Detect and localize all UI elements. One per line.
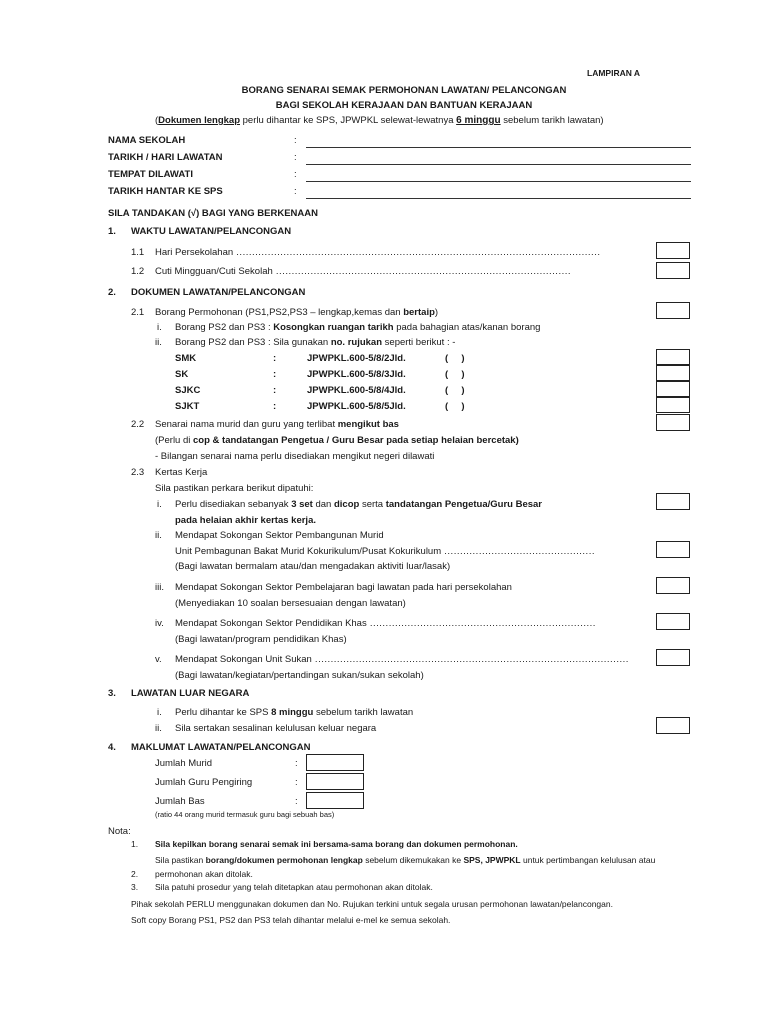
checkbox-borang-permohonan[interactable] xyxy=(656,302,690,319)
section4-title: MAKLUMAT LAWATAN/PELANCONGAN xyxy=(131,742,311,753)
section1-title: WAKTU LAWATAN/PELANCONGAN xyxy=(131,226,292,237)
checkbox-pendidikan-khas[interactable] xyxy=(656,613,690,630)
checkbox-ref-sk[interactable] xyxy=(656,365,690,381)
item-no-rujukan: Borang PS2 dan PS3 : Sila gunakan no. rujukan seperti berikut : - xyxy=(175,337,456,348)
checkbox-hari-persekolahan[interactable] xyxy=(656,242,690,259)
ref-number: JPWPKL.600-5/8/2Jld. xyxy=(307,353,406,364)
field-colon: : xyxy=(294,169,297,180)
item-number: 2.3 xyxy=(131,467,145,478)
item-senarai-nama: Senarai nama murid dan guru yang terlibat mengikut bas xyxy=(155,419,399,430)
nota-number: 2. xyxy=(131,869,139,879)
lampiran-label: LAMPIRAN A xyxy=(587,68,641,78)
field-label-tarikh-hari: TARIKH / HARI LAWATAN xyxy=(108,152,223,163)
item-senarai-nama-note: (Perlu di cop & tandatangan Pengetua / Guru Besar pada setiap helaian bercetak) xyxy=(155,435,519,446)
instruction: SILA TANDAKAN (√) BAGI YANG BERKENAAN xyxy=(108,208,318,219)
nota-2: permohonan akan ditolak. xyxy=(155,869,253,879)
item-number: 2.1 xyxy=(131,307,145,318)
ref-number: JPWPKL.600-5/8/5Jld. xyxy=(307,401,406,412)
item-3-set-line2: pada helaian akhir kertas kerja. xyxy=(175,515,316,526)
item-number: i. xyxy=(157,707,162,718)
item-3-set: Perlu disediakan sebanyak 3 set dan dicop serta tandatangan Pengetua/Guru Besar xyxy=(175,499,542,510)
item-number: 1.1 xyxy=(131,247,145,258)
checkbox-unit-sukan[interactable] xyxy=(656,649,690,666)
nota-title: Nota: xyxy=(108,826,131,837)
label-jumlah-murid: Jumlah Murid xyxy=(155,758,213,769)
field-line-tarikh-hantar[interactable] xyxy=(306,198,691,199)
input-jumlah-guru[interactable] xyxy=(306,773,364,790)
item-number: i. xyxy=(157,322,162,333)
colon: : xyxy=(295,777,298,788)
checkbox-ref-smk[interactable] xyxy=(656,349,690,365)
ref-type: SJKC xyxy=(175,385,201,396)
item-number: ii. xyxy=(155,530,162,541)
ref-colon: : xyxy=(273,385,277,396)
checkbox-cuti[interactable] xyxy=(656,262,690,279)
nota-1b: Sila pastikan borang/dokumen permohonan lengkap sebelum dikemukakan ke SPS, JPWPKL untuk pertimbangan kelulusan atau xyxy=(155,855,656,865)
ref-number: JPWPKL.600-5/8/3Jld. xyxy=(307,369,406,380)
ref-colon: : xyxy=(273,353,277,364)
label-jumlah-bas: Jumlah Bas xyxy=(155,796,205,807)
nota-number: 1. xyxy=(131,839,139,849)
item-number: 2.2 xyxy=(131,419,145,430)
section2-number: 2. xyxy=(108,287,116,298)
ref-paren: ( ) xyxy=(445,353,465,364)
item-pendidikan-khas-l2: (Bagi lawatan/program pendidikan Khas) xyxy=(175,634,347,645)
field-colon: : xyxy=(294,152,297,163)
field-colon: : xyxy=(294,186,297,197)
item-pembangunan-murid-l3: (Bagi lawatan bermalam atau/dan mengadakan aktiviti luar/lasak) xyxy=(175,561,451,572)
colon: : xyxy=(295,758,298,769)
item-number: i. xyxy=(157,499,162,510)
checkbox-ref-sjkt[interactable] xyxy=(656,397,690,413)
checkbox-3-set[interactable] xyxy=(656,493,690,510)
form-subtitle: (Dokumen lengkap perlu dihantar ke SPS, JPWPKL selewat-lewatnya 6 minggu sebelum tarikh lawatan) xyxy=(155,115,604,126)
item-number: ii. xyxy=(155,723,162,734)
label-jumlah-guru: Jumlah Guru Pengiring xyxy=(155,777,253,788)
section3-title: LAWATAN LUAR NEGARA xyxy=(131,688,250,699)
item-unit-sukan: Mendapat Sokongan Unit Sukan .................................................................................................... xyxy=(175,654,629,665)
ref-type: SJKT xyxy=(175,401,200,412)
item-number: iii. xyxy=(155,582,164,593)
checkbox-pembelajaran[interactable] xyxy=(656,577,690,594)
item-kelulusan-luar: Sila sertakan sesalinan kelulusan keluar negara xyxy=(175,723,377,734)
field-label-tarikh-hantar: TARIKH HANTAR KE SPS xyxy=(108,186,223,197)
item-number: v. xyxy=(155,654,162,665)
form-title-line1: BORANG SENARAI SEMAK PERMOHONAN LAWATAN/ PELANCONGAN xyxy=(241,85,567,96)
item-unit-sukan-l2: (Bagi lawatan/kegiatan/pertandingan sukan/sukan sekolah) xyxy=(175,670,424,681)
ref-paren: ( ) xyxy=(445,385,465,396)
item-borang-permohonan: Borang Permohonan (PS1,PS2,PS3 – lengkap,kemas dan bertaip) xyxy=(155,307,439,318)
ref-type: SMK xyxy=(175,353,197,364)
ref-paren: ( ) xyxy=(445,401,465,412)
ref-paren: ( ) xyxy=(445,369,465,380)
input-jumlah-bas[interactable] xyxy=(306,792,364,809)
item-number: ii. xyxy=(155,337,162,348)
checkbox-senarai-nama[interactable] xyxy=(656,414,690,431)
item-pembangunan-murid-l2: Unit Pembagunan Bakat Murid Kokurikulum/Pusat Kokurikulum ................................................ xyxy=(175,546,595,557)
item-number: iv. xyxy=(155,618,164,629)
field-label-nama-sekolah: NAMA SEKOLAH xyxy=(108,135,186,146)
item-pembelajaran: Mendapat Sokongan Sektor Pembelajaran bagi lawatan pada hari persekolahan xyxy=(175,582,512,593)
form-title-line2: BAGI SEKOLAH KERAJAAN DAN BANTUAN KERAJAAN xyxy=(275,100,533,111)
item-cuti: Cuti Mingguan/Cuti Sekolah .............................................................................................. xyxy=(155,266,572,277)
nota-soft-copy: Soft copy Borang PS1, PS2 dan PS3 telah dihantar melalui e-mel ke semua sekolah. xyxy=(131,915,451,925)
ref-colon: : xyxy=(273,401,277,412)
item-kertas-kerja-sub: Sila pastikan perkara berikut dipatuhi: xyxy=(155,483,314,494)
item-number: 1.2 xyxy=(131,266,145,277)
section4-number: 4. xyxy=(108,742,116,753)
bas-ratio-note: (ratio 44 orang murid termasuk guru bagi sebuah bas) xyxy=(155,810,335,819)
field-line-nama-sekolah[interactable] xyxy=(306,147,691,148)
item-8-minggu: Perlu dihantar ke SPS 8 minggu sebelum tarikh lawatan xyxy=(175,707,414,718)
ref-number: JPWPKL.600-5/8/4Jld. xyxy=(307,385,406,396)
item-kosongkan-tarikh: Borang PS2 dan PS3 : Kosongkan ruangan tarikh pada bahagian atas/kanan borang xyxy=(175,322,541,333)
nota-3: Sila patuhi prosedur yang telah ditetapkan atau permohonan akan ditolak. xyxy=(155,882,433,892)
item-hari-persekolahan: Hari Persekolahan .................................................................................................................... xyxy=(155,247,601,258)
section2-title: DOKUMEN LAWATAN/PELANCONGAN xyxy=(131,287,306,298)
section3-number: 3. xyxy=(108,688,116,699)
item-pembangunan-murid: Mendapat Sokongan Sektor Pembangunan Murid xyxy=(175,530,384,541)
item-pendidikan-khas: Mendapat Sokongan Sektor Pendidikan Khas ........................................................................ xyxy=(175,618,596,629)
item-kertas-kerja: Kertas Kerja xyxy=(155,467,208,478)
field-colon: : xyxy=(294,135,297,146)
field-line-tempat[interactable] xyxy=(306,181,691,182)
checkbox-pembangunan-murid[interactable] xyxy=(656,541,690,558)
section1-number: 1. xyxy=(108,226,116,237)
checkbox-ref-sjkc[interactable] xyxy=(656,381,690,397)
input-jumlah-murid[interactable] xyxy=(306,754,364,771)
ref-type: SK xyxy=(175,369,189,380)
item-senarai-nama-note2: - Bilangan senarai nama perlu disediakan mengikut negeri dilawati xyxy=(155,451,435,462)
field-label-tempat: TEMPAT DILAWATI xyxy=(108,169,193,180)
nota-1: Sila kepilkan borang senarai semak ini bersama-sama borang dan dokumen permohonan. xyxy=(155,839,518,849)
nota-number: 3. xyxy=(131,882,139,892)
item-pembelajaran-l2: (Menyediakan 10 soalan bersesuaian dengan lawatan) xyxy=(175,598,406,609)
ref-colon: : xyxy=(273,369,277,380)
checkbox-luar-negara[interactable] xyxy=(656,717,690,734)
nota-pihak-sekolah: Pihak sekolah PERLU menggunakan dokumen dan No. Rujukan terkini untuk segala urusan permohonan lawatan/pelancongan. xyxy=(131,899,613,909)
field-line-tarikh-hari[interactable] xyxy=(306,164,691,165)
colon: : xyxy=(295,796,298,807)
